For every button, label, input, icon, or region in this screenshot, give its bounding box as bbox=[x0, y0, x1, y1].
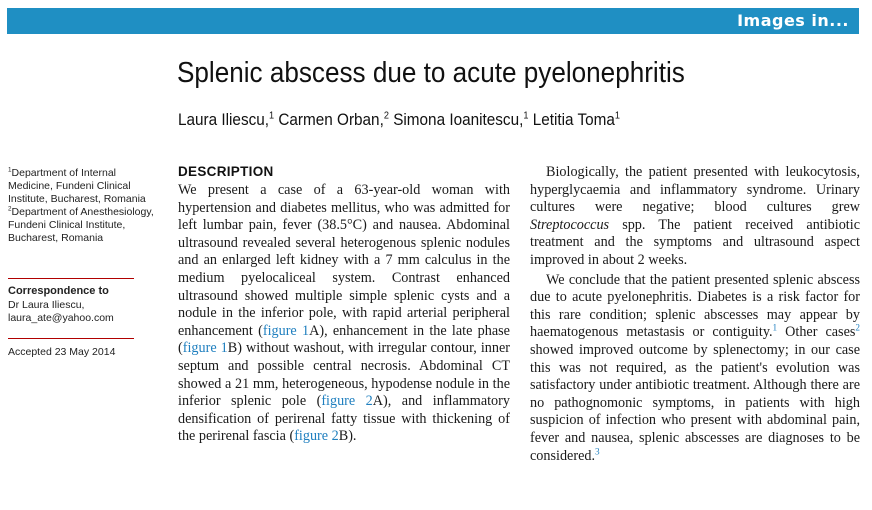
author-name: Laura Iliescu, bbox=[178, 110, 270, 129]
author-name: Carmen Orban, bbox=[278, 110, 384, 129]
correspondence-name: Dr Laura Iliescu, bbox=[8, 299, 85, 311]
section-label: Images in... bbox=[737, 11, 849, 30]
figure-link[interactable]: figure 1 bbox=[262, 322, 310, 339]
affiliation-marker: 1 bbox=[614, 110, 621, 122]
affiliation-2: $^2$Department of Anesthesiology, Fundeni Clinical Institute, Bucharest, Romania bbox=[8, 205, 154, 244]
affiliation-marker: 2 bbox=[383, 110, 389, 122]
affiliation-marker: 1 bbox=[269, 110, 275, 122]
author-list bbox=[178, 110, 620, 130]
figure-link[interactable]: figure 1 bbox=[182, 340, 228, 357]
figure-link[interactable]: figure 2 bbox=[321, 393, 373, 410]
organism-name: Streptococcus bbox=[530, 216, 610, 233]
reference-link[interactable]: 2 bbox=[855, 322, 860, 333]
body-column-right bbox=[530, 164, 860, 465]
section-heading: DESCRIPTION bbox=[178, 164, 274, 179]
paragraph: We conclude that the patient presented splenic abscess due to acute pyelonephritis. Diabetes is a risk factor for this rare condition; splenic abscesses may appear by haematogenous metastasis or contiguity.$^1$ Other cases$^2$ showed improved outcome by splenectomy; in our case this was not required, as the patient's evolution was satisfactory under antibiotic treatment. Although there are no pathognomonic symptoms, in patients with high suspicion of infection who present with abdominal pain, fever and nausea, splenic abscesses are diagnoses to be considered.$^3$ bbox=[530, 271, 860, 464]
paragraph: We present a case of a 63-year-old woman with hypertension and diabetes mellitus, who was admitted for left lumbar pain, fever (38.5°C) and nausea. Abdominal ultrasound revealed several heterogenous splenic nodules and an enlarged left kidney with a 7 mm calculus in the medium pyelocaliceal system. Contrast enhanced ultrasound showed multiple simple splenic cysts and a nodule in the inferior pole, with rapid arterial peripheral enhancement (figure 1A), enhancement in the late phase (figure 1B) without washout, with irregular contour, inner septum and possible central necrosis. Abdominal CT showed a 21 mm, heterogeneous, hypodense nodule in the inferior splenic pole (figure 2A), and inflammatory densification of perirenal fatty tissue with thickening of the perirenal fascia (figure 2B). bbox=[178, 182, 510, 445]
author-name: Simona Ioanitescu, bbox=[393, 110, 524, 129]
sidebar-divider bbox=[8, 278, 134, 279]
body-column-left bbox=[178, 182, 510, 446]
sidebar-divider bbox=[8, 338, 134, 339]
paragraph: Biologically, the patient presented with leukocytosis, hyperglycaemia and inflammatory syndrome. Urinary cultures were negative; blood cultures grew Streptococcus spp. The patient received antibiotic treatment and the symptoms and ultrasound aspect improved in about 2 weeks. bbox=[530, 164, 860, 268]
section-banner bbox=[7, 8, 859, 34]
affiliation-marker: 1 bbox=[523, 110, 529, 122]
reference-link[interactable]: 3 bbox=[595, 445, 600, 456]
correspondence-email[interactable]: laura_ate@yahoo.com bbox=[8, 312, 114, 324]
correspondence-heading: Correspondence to bbox=[8, 285, 109, 297]
author-name: Letitia Toma bbox=[532, 110, 615, 129]
figure-link[interactable]: figure 2 bbox=[294, 428, 339, 445]
affiliations bbox=[8, 167, 158, 245]
affiliation-1: $^1$Department of Internal Medicine, Fundeni Clinical Institute, Bucharest, Romania bbox=[8, 166, 146, 205]
correspondence-details bbox=[8, 299, 158, 325]
reference-link[interactable]: 1 bbox=[772, 322, 778, 333]
article-title: Splenic abscess due to acute pyelonephritis bbox=[177, 57, 685, 89]
accepted-date: Accepted 23 May 2014 bbox=[8, 346, 116, 358]
